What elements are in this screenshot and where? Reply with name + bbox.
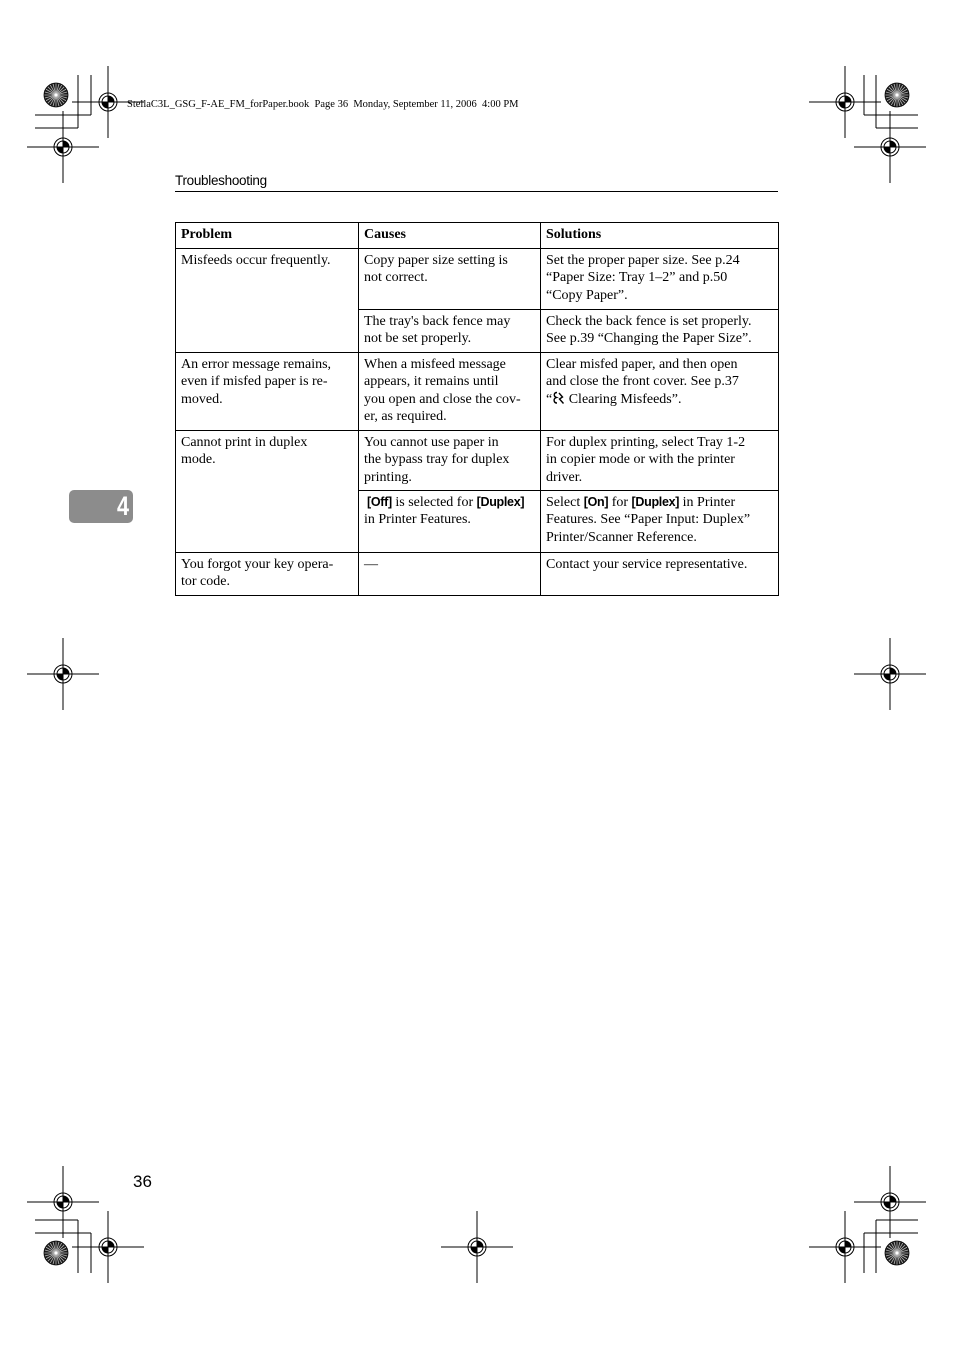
problem-cell (176, 431, 359, 553)
cell-line: er, as required. (364, 409, 447, 425)
cell-line: Clear misfed paper, and then open (546, 357, 738, 372)
cell-line: “Copy Paper”. (546, 287, 628, 303)
cell-line: Copy paper size setting is (364, 253, 508, 268)
problem-cell (176, 353, 359, 431)
solution-cell (541, 249, 779, 310)
registration-mark (27, 111, 99, 183)
key-label-on: [On] (583, 495, 609, 509)
key-label-off: [Off] (367, 495, 392, 509)
cell-line: you open and close the cov- (364, 391, 521, 407)
solution-cell (541, 491, 779, 553)
cell-line: printing. (364, 469, 412, 485)
solution-cell (541, 431, 779, 491)
cell-line: the bypass tray for duplex (364, 452, 510, 468)
starburst-mark (885, 83, 909, 107)
cell-line: Misfeeds occur frequently. (181, 253, 331, 268)
cell-line: tor code. (181, 574, 230, 590)
file-slug: StellaC3L_GSG_F-AE_FM_forPaper.book Page 36 Monday, September 11, 2006 4:00 PM (127, 99, 519, 110)
cell-line (364, 494, 535, 511)
cell-line: Printer/Scanner Reference. (546, 529, 697, 545)
table-header-row (176, 223, 779, 249)
problem-cell (176, 553, 359, 596)
cell-line: even if misfed paper is re- (181, 374, 328, 390)
cell-line: and close the front cover. See p.37 (546, 374, 739, 390)
starburst-mark (44, 83, 68, 107)
cell-line: See p.39 “Changing the Paper Size”. (546, 331, 752, 347)
cell-line: Check the back fence is set properly. (546, 314, 752, 329)
cell-line: Cannot print in duplex (181, 435, 308, 450)
cell-line: in copier mode or with the printer (546, 452, 735, 468)
cause-cell (359, 310, 541, 353)
cell-text: Clearing Misfeeds”. (565, 391, 682, 407)
cell-line: For duplex printing, select Tray 1-2 (546, 435, 746, 450)
registration-mark (27, 1166, 99, 1238)
table-row (176, 249, 779, 310)
column-header-solutions: Solutions (541, 223, 779, 249)
starburst-mark (885, 1241, 909, 1265)
cell-line: mode. (181, 452, 216, 468)
cell-line: You forgot your key opera- (181, 557, 334, 572)
cell-line: When a misfeed message (364, 357, 506, 372)
cell-line: You cannot use paper in (364, 435, 499, 450)
registration-mark (809, 1211, 881, 1283)
cell-line: in Printer Features. (364, 512, 471, 528)
cell-line: appears, it remains until (364, 374, 499, 390)
cause-cell (359, 553, 541, 596)
cause-cell (359, 353, 541, 431)
solution-cell (541, 353, 779, 431)
column-header-causes: Causes (359, 223, 541, 249)
cell-line: Features. See “Paper Input: Duplex” (546, 512, 751, 528)
cell-text: for (608, 495, 632, 510)
table-row (176, 431, 779, 491)
cell-line (546, 494, 773, 511)
registration-mark (27, 638, 99, 710)
cell-line: moved. (181, 391, 223, 407)
registration-mark (854, 1166, 926, 1238)
cell-text: Select (546, 495, 584, 510)
registration-mark (441, 1211, 513, 1283)
cell-line: Set the proper paper size. See p.24 (546, 253, 740, 268)
misfeed-icon (552, 391, 565, 405)
registration-mark (854, 638, 926, 710)
cell-text: in Printer (679, 495, 736, 510)
cell-line: The tray's back fence may (364, 314, 511, 329)
cell-text: is selected for (391, 495, 477, 510)
starburst-mark (44, 1241, 68, 1265)
cell-line: “Paper Size: Tray 1–2” and p.50 (546, 270, 728, 286)
chapter-number: 4 (116, 491, 129, 521)
registration-mark (72, 1211, 144, 1283)
chapter-tab (69, 490, 133, 523)
cell-line: Contact your service representative. (546, 557, 748, 572)
registration-mark (854, 111, 926, 183)
cause-cell (359, 431, 541, 491)
section-header: Troubleshooting (175, 173, 267, 188)
problem-cell (176, 249, 359, 353)
cell-line: not be set properly. (364, 331, 472, 347)
cause-cell (359, 249, 541, 310)
column-header-problem: Problem (176, 223, 359, 249)
key-label-duplex: [Duplex] (476, 495, 525, 509)
cell-line: driver. (546, 469, 583, 485)
cell-line: An error message remains, (181, 357, 332, 372)
quote-open: “ (546, 391, 553, 407)
page-number: 36 (133, 1172, 152, 1191)
cause-cell (359, 491, 541, 553)
section-rule (175, 191, 778, 192)
solution-cell (541, 553, 779, 596)
solution-cell (541, 310, 779, 353)
key-label-duplex: [Duplex] (631, 495, 680, 509)
registration-mark (809, 66, 881, 138)
table-row (176, 353, 779, 431)
troubleshooting-table (175, 222, 779, 596)
cell-line: — (364, 557, 378, 572)
cell-line (546, 391, 773, 408)
table-row (176, 553, 779, 596)
cell-line: not correct. (364, 270, 428, 286)
